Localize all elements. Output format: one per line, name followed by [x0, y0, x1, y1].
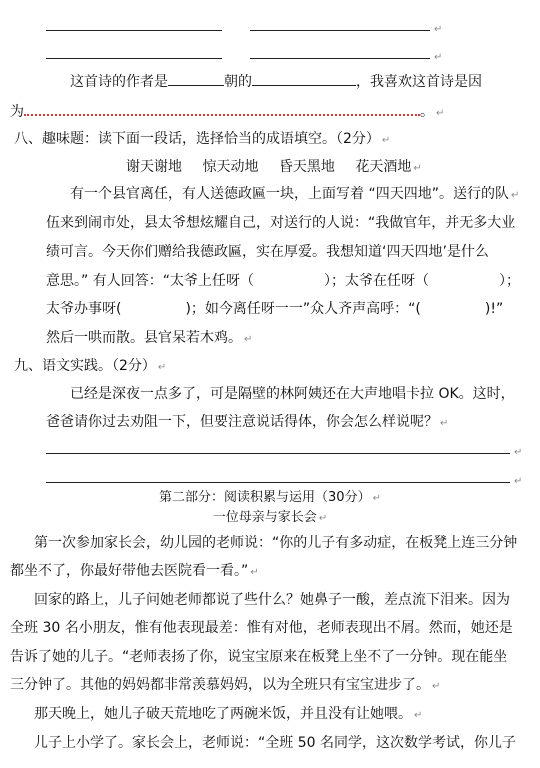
question-8-text-line: 伍来到闹市处，县太爷想炫耀自己，对送行的人说：“我做官年，并无多大业: [46, 215, 516, 231]
return-mark: ↵: [436, 108, 445, 119]
answer-line[interactable]: [46, 453, 510, 454]
answer-line[interactable]: [46, 30, 222, 31]
question-8-text-line: 绩可言。今天你们赠给我德政匾，实在厚爱。我想知道‘四天四地’是什么: [46, 244, 489, 260]
poem-text-after: ，我喜欢这首诗是因: [356, 74, 482, 90]
poem-author-line: [70, 71, 482, 92]
question-8-text-line: 有一个县官离任，有人送德政匾一块，上面写着 “四天四地”。送行的队 ↵: [70, 186, 520, 202]
question-9-text-line: 已经是深夜一点多了，可是隔壁的林阿姨还在大声地唱卡拉 OK。这时，: [70, 386, 515, 402]
return-mark: ↵: [514, 447, 523, 458]
question-8-text-line: 太爷办事呀( )；如今离任呀一一”众人齐声高呼：“( )!”: [46, 301, 504, 317]
idiom-option: 谢天谢地: [126, 159, 182, 175]
question-8-text-line: 意思。” 有人回答：“太爷上任呀（ ）；太爷在任呀（ ）；: [46, 273, 520, 289]
reason-line: [10, 100, 444, 124]
idiom-option: 花天酒地: [355, 159, 412, 175]
answer-line[interactable]: [46, 482, 510, 483]
article-paragraph-line: 那天晚上，她儿子破天荒地吃了两碗米饭，并且没有让她喂。 ↵: [34, 706, 423, 722]
part2-title: 第二部分：阅读积累与运用（30分） ↵: [159, 490, 381, 505]
return-mark: ↵: [434, 24, 443, 35]
article-paragraph-line: 告诉了她的儿子。“老师表扬了你，说宝宝原来在板凳上坐不了一分钟。现在能坐: [10, 649, 508, 665]
return-mark: ↵: [514, 476, 523, 487]
author-blank[interactable]: [252, 71, 356, 86]
answer-line[interactable]: [46, 58, 222, 59]
question-8-title: 八、趣味题：读下面一段话，选择恰当的成语填空。（2分） ↵: [14, 131, 391, 147]
poem-text-middle: 朝的: [224, 74, 252, 90]
reason-blank[interactable]: [24, 100, 420, 116]
reason-prefix: 为: [10, 104, 24, 120]
article-paragraph-line: 第一次参加家长会，幼儿园的老师说：“你的儿子有多动症，在板凳上连三分钟: [34, 535, 518, 551]
return-mark: ↵: [434, 52, 443, 63]
article-paragraph-line: 儿子上小学了。家长会上，老师说：“全班 50 名同学，这次数学考试，你儿子: [34, 735, 516, 751]
article-title: 一位母亲与家长会 ↵: [212, 510, 328, 525]
dynasty-blank[interactable]: [168, 71, 224, 86]
answer-line[interactable]: [250, 30, 430, 31]
article-paragraph-line: 三分钟了。其他的妈妈都非常羡慕妈妈，以为全班只有宝宝进步了。 ↵: [10, 677, 441, 693]
question-9-text-line: 爸爸请你过去劝阻一下，但要注意说话得体，你会怎么样说呢？ ↵: [46, 414, 449, 430]
idiom-options: 谢天谢地 惊天动地 昏天黑地 花天酒地 ↵: [126, 159, 422, 175]
article-paragraph-line: 全班 30 名小朋友，惟有他表现最差：惟有对他，老师表现出不屑。然而，她还是: [10, 620, 513, 636]
answer-line[interactable]: [250, 58, 430, 59]
article-paragraph-line: 回家的路上，儿子问她老师都说了些什么？她鼻子一酸，差点流下泪来。因为: [34, 592, 510, 608]
question-9-title: 九、语文实践。（2分） ↵: [14, 358, 167, 374]
poem-text-before: 这首诗的作者是: [70, 74, 168, 90]
idiom-option: 昏天黑地: [278, 159, 335, 175]
reason-end: 。: [420, 104, 434, 120]
idiom-option: 惊天动地: [202, 159, 259, 175]
article-paragraph-line: 都坐不了，你最好带他去医院看一看。” ↵: [10, 563, 259, 579]
question-8-text-line: 然后一哄而散。县官呆若木鸡。 ↵: [46, 330, 253, 346]
